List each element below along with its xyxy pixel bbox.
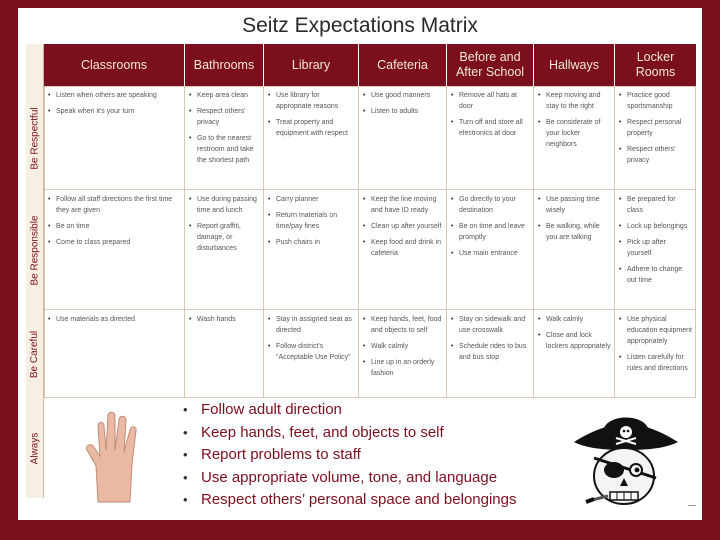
cell-respectful-before-after (447, 86, 534, 190)
list-item: • Adhere to change out time (619, 264, 692, 286)
cell-careful-hallways (534, 310, 615, 398)
list-item: • Line up in an orderly fashion (363, 357, 443, 379)
list-item: • Remove all hats at door (451, 90, 530, 112)
row-label-always: Always (29, 432, 41, 464)
column-header-hallways: Hallways (534, 44, 614, 86)
list-item: • Turn off and store all electronics at door (451, 117, 530, 139)
column-header-before-after-school: Before and After School (447, 44, 533, 86)
slide (18, 8, 702, 520)
always-item: • Keep hands, feet, and objects to self (183, 422, 516, 445)
list-item: • Use library for appropriate reasons (268, 90, 355, 112)
list-item: • Use during passing time and lunch (189, 194, 260, 216)
always-item: • Use appropriate volume, tone, and language (183, 467, 516, 490)
cell-careful-classrooms (44, 310, 185, 398)
list-item: • Go directly to your destination (451, 194, 530, 216)
list-item: • Respect personal property (619, 117, 692, 139)
list-item: • Keep area clean (189, 90, 260, 101)
list-item: • Wash hands (189, 314, 260, 325)
list-item: • Walk calmly (363, 341, 443, 352)
list-item: • Be on time (48, 221, 181, 232)
list-item: • Respect others' privacy (619, 144, 692, 166)
list-item: • Treat property and equipment with respect (268, 117, 355, 139)
cell-careful-cafeteria (359, 310, 447, 398)
row-label-be-responsible: Be Responsible (29, 214, 41, 286)
divider (688, 505, 696, 506)
list-item: • Stay in assigned seat as directed (268, 314, 355, 336)
pirate-skull-image (570, 408, 682, 519)
column-header-cafeteria: Cafeteria (359, 44, 446, 86)
cell-respectful-bathrooms (185, 86, 264, 190)
list-item: • Report graffiti, damage, or disturbances (189, 221, 260, 254)
cell-careful-before-after (447, 310, 534, 398)
list-item: • Use main entrance (451, 248, 530, 259)
list-item: • Pick up after yourself (619, 237, 692, 259)
list-item: • Stay on sidewalk and use crosswalk (451, 314, 530, 336)
list-item: • Follow district's "Acceptable Use Policy" (268, 341, 355, 363)
list-item: • Come to class prepared (48, 237, 181, 248)
list-item: • Be considerate of your locker neighbors (538, 117, 611, 150)
list-item: • Be on time and leave promptly (451, 221, 530, 243)
column-header-locker-rooms: Locker Rooms (615, 44, 696, 86)
list-item: • Go to the nearest restroom and take the shortest path (189, 133, 260, 166)
cell-responsible-hallways (534, 190, 615, 310)
list-item: • Listen when others are speaking (48, 90, 181, 101)
list-item: • Use materials as directed (48, 314, 181, 325)
list-item: • Keep moving and stay to the right (538, 90, 611, 112)
column-header-classrooms: Classrooms (44, 44, 184, 86)
list-item: • Speak when it's your turn (48, 106, 181, 117)
list-item: • Keep the line moving and have ID ready (363, 194, 443, 216)
hand-image (84, 406, 146, 511)
list-item: • Walk calmly (538, 314, 611, 325)
list-item: • Use good manners (363, 90, 443, 101)
list-item: • Respect others' privacy (189, 106, 260, 128)
list-item: • Be prepared for class (619, 194, 692, 216)
list-item: • Carry planner (268, 194, 355, 205)
row-label-be-respectful: Be Respectful (29, 106, 41, 170)
list-item: • Use physical education equipment appropriately (619, 314, 692, 347)
column-header-library: Library (264, 44, 358, 86)
cell-careful-library (264, 310, 359, 398)
list-item: • Follow all staff directions the first time they are given (48, 194, 181, 216)
list-item: • Keep food and drink in cafeteria (363, 237, 443, 259)
page-title: Seitz Expectations Matrix (242, 14, 478, 37)
cell-respectful-library (264, 86, 359, 190)
cell-responsible-locker-rooms (615, 190, 696, 310)
list-item: • Use passing time wisely (538, 194, 611, 216)
always-item: • Follow adult direction (183, 399, 516, 422)
cell-responsible-before-after (447, 190, 534, 310)
list-item: • Close and lock lockers appropriately (538, 330, 611, 352)
list-item: • Listen carefully for rules and directions (619, 352, 692, 374)
list-item: • Return materials on time/pay fines (268, 210, 355, 232)
list-item: • Push chairs in (268, 237, 355, 248)
cell-respectful-classrooms (44, 86, 185, 190)
list-item: • Lock up belongings (619, 221, 692, 232)
list-item: • Listen to adults (363, 106, 443, 117)
list-item: • Keep hands, feet, food and objects to self (363, 314, 443, 336)
always-list (183, 399, 516, 512)
list-item: • Be walking, while you are talking (538, 221, 611, 243)
cell-respectful-hallways (534, 86, 615, 190)
list-item: • Practice good sportsmanship (619, 90, 692, 112)
cell-careful-bathrooms (185, 310, 264, 398)
cell-respectful-locker-rooms (615, 86, 696, 190)
cell-responsible-classrooms (44, 190, 185, 310)
row-label-be-careful: Be Careful (29, 330, 41, 378)
cell-respectful-cafeteria (359, 86, 447, 190)
cell-responsible-bathrooms (185, 190, 264, 310)
column-header-bathrooms: Bathrooms (185, 44, 263, 86)
list-item: • Clean up after yourself (363, 221, 443, 232)
cell-responsible-library (264, 190, 359, 310)
cell-careful-locker-rooms (615, 310, 696, 398)
always-item: • Respect others’ personal space and belongings (183, 489, 516, 512)
always-item: • Report problems to staff (183, 444, 516, 467)
list-item: • Schedule rides to bus and bus stop (451, 341, 530, 363)
cell-responsible-cafeteria (359, 190, 447, 310)
